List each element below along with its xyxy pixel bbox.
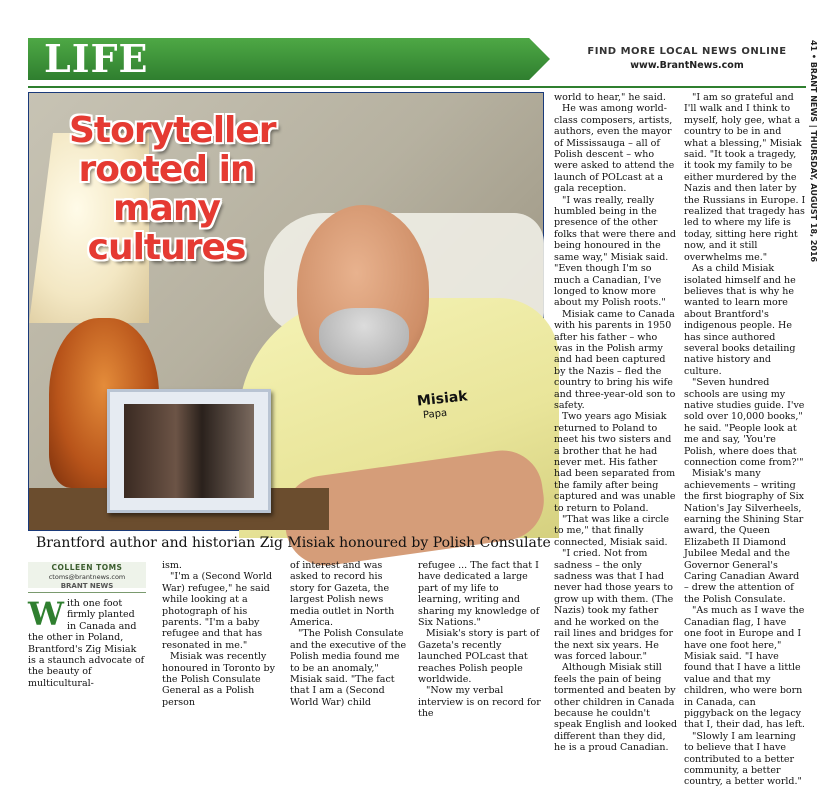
article-paragraph: ism. [162,560,182,571]
article-paragraph: "Now my verbal interview is on record for the [418,685,541,720]
article-paragraph: Misiak was recently honoured in Toronto by the Polish Consulate General as a Polish person [162,651,275,708]
subject-beard [319,308,409,368]
article-paragraph: "The Polish Consulate and the executive of the Polish media found me to be an anomaly," Misiak said. "The fact that I am a (Second World War) child [290,628,407,708]
promo-url[interactable]: www.BrantNews.com [630,60,744,71]
article-column-6 [684,92,806,788]
article-paragraph: Although Misiak still feels the pain of being tormented and beaten by other children in Canada because he couldn't speak English and looked different than they did, he is a proud Canadian. [554,662,678,754]
byline-rule [28,592,146,593]
shirt-logo-subtext: Papa [422,407,448,422]
article-paragraph: world to hear," he said. [554,92,666,103]
page-info: 41 • BRANT NEWS | THURSDAY, AUGUST 18, 2016 [809,40,818,263]
promo-text: FIND MORE LOCAL NEWS ONLINE [587,46,787,57]
headline: Storyteller rooted in many cultures [69,110,276,268]
framed-photo [124,404,254,498]
article-paragraph: Two years ago Misiak returned to Poland to meet his two sisters and a brother that he had never met. His father had been separated from the family after being captured and was unable to return to Poland. [554,411,676,514]
photo-caption: Brantford author and historian Zig Misiak honoured by Polish Consulate [36,535,551,551]
article-photo [28,92,544,531]
article-column-2 [162,560,282,708]
article-column-4 [418,560,542,720]
article-column-5 [554,92,678,754]
article-paragraph: Misiak came to Canada with his parents in 1950 after his father – who was in the Polish army and had been captured by the Nazis – fled the country to bring his wife and three-year-old son to safety. [554,308,676,411]
picture-frame [107,389,271,513]
section-title: LIFE [44,36,149,81]
article-column-3 [290,560,408,708]
article-paragraph: of interest and was asked to record his story for Gazeta, the largest Polish news media outlet in North America. [290,560,395,629]
article-column-1 [28,595,146,689]
article-paragraph: "Slowly I am learning to believe that I have contributed to a better community, a better country, a better world." [684,730,802,788]
byline-author: COLLEEN TOMS [51,563,123,572]
article-paragraph: "I cried. Not from sadness – the only sadness was that I had never had those years to grow up with them. (The Nazis) took my father and he worked on the rail lines and bridges for the next six years. He was forced labour." [554,548,674,662]
article-paragraph: refugee ... The fact that I have dedicated a large part of my life to learning, writing and sharing my knowledge of Six Nations." [418,560,540,629]
article-paragraph: "Seven hundred schools are using my native studies guide. I've sold over 10,000 books," he said. "People look at me and say, 'You're Polish, where does that connection come from?'" [684,377,805,468]
article-paragraph: "I am so grateful and I'll walk and I think to myself, holy gee, what a country to be in and what a blessing," Misiak said. "It took a tragedy, it took my family to be either murdered by the Nazis and then later by the Russians in Europe. I realized that tragedy has led to where my life is today, sitting here right now, and it still overwhelms me." [684,92,806,263]
article-paragraph: "I was really, really humbled being in the presence of the other folks that were there and being honoured in the same way," Misiak said. "Even though I'm so much a Canadian, I've longed to know more about my Polish roots." [554,194,676,309]
article-paragraph: He was among world-class composers, artists, authors, even the mayor of Mississauga – all of Polish descent – who were asked to attend the launch of POLcast at a gala reception. [554,103,675,195]
byline-publication: BRANT NEWS [60,582,114,590]
article-paragraph: ith one foot firmly planted in Canada and the other in Poland, Brantford's Zig Misiak is a staunch advocate of the beauty of multicultural- [28,598,145,689]
banner-rule [28,86,806,88]
shirt-logo-text: Misiak [416,388,469,410]
article-paragraph: Misiak's story is part of Gazeta's recently launched POLcast that reaches Polish people worldwide. [418,628,540,686]
article-paragraph: As a child Misiak isolated himself and he believes that is why he wanted to learn more about Brantford's indigenous people. He has since authored several books detailing native history and culture. [684,263,796,377]
drop-cap: W [28,595,64,633]
article-paragraph: "As much as I wave the Canadian flag, I have one foot in Europe and I have one foot here," Misiak said. "I have found that I have a little value and that my children, who were born in Canada, can piggyback on the legacy that I, their dad, has left. [684,605,805,731]
article-paragraph: "That was like a circle to me," that finally connected, Misiak said. [554,514,670,548]
article-paragraph: "I'm a (Second World War) refugee," he said while looking at a photograph of his parents. "I'm a baby refugee and that has resonated in me." [162,571,273,651]
byline-email[interactable]: ctoms@brantnews.com [48,573,126,581]
article-paragraph: Misiak's many achievements – writing the first biography of Six Nation's Jay Silverheels, earning the Shining Star award, the Queen Elizabeth II Diamond Jubilee Medal and the Governor General's Caring Canadian Award – drew the attention of the Polish Consulate. [684,468,805,605]
